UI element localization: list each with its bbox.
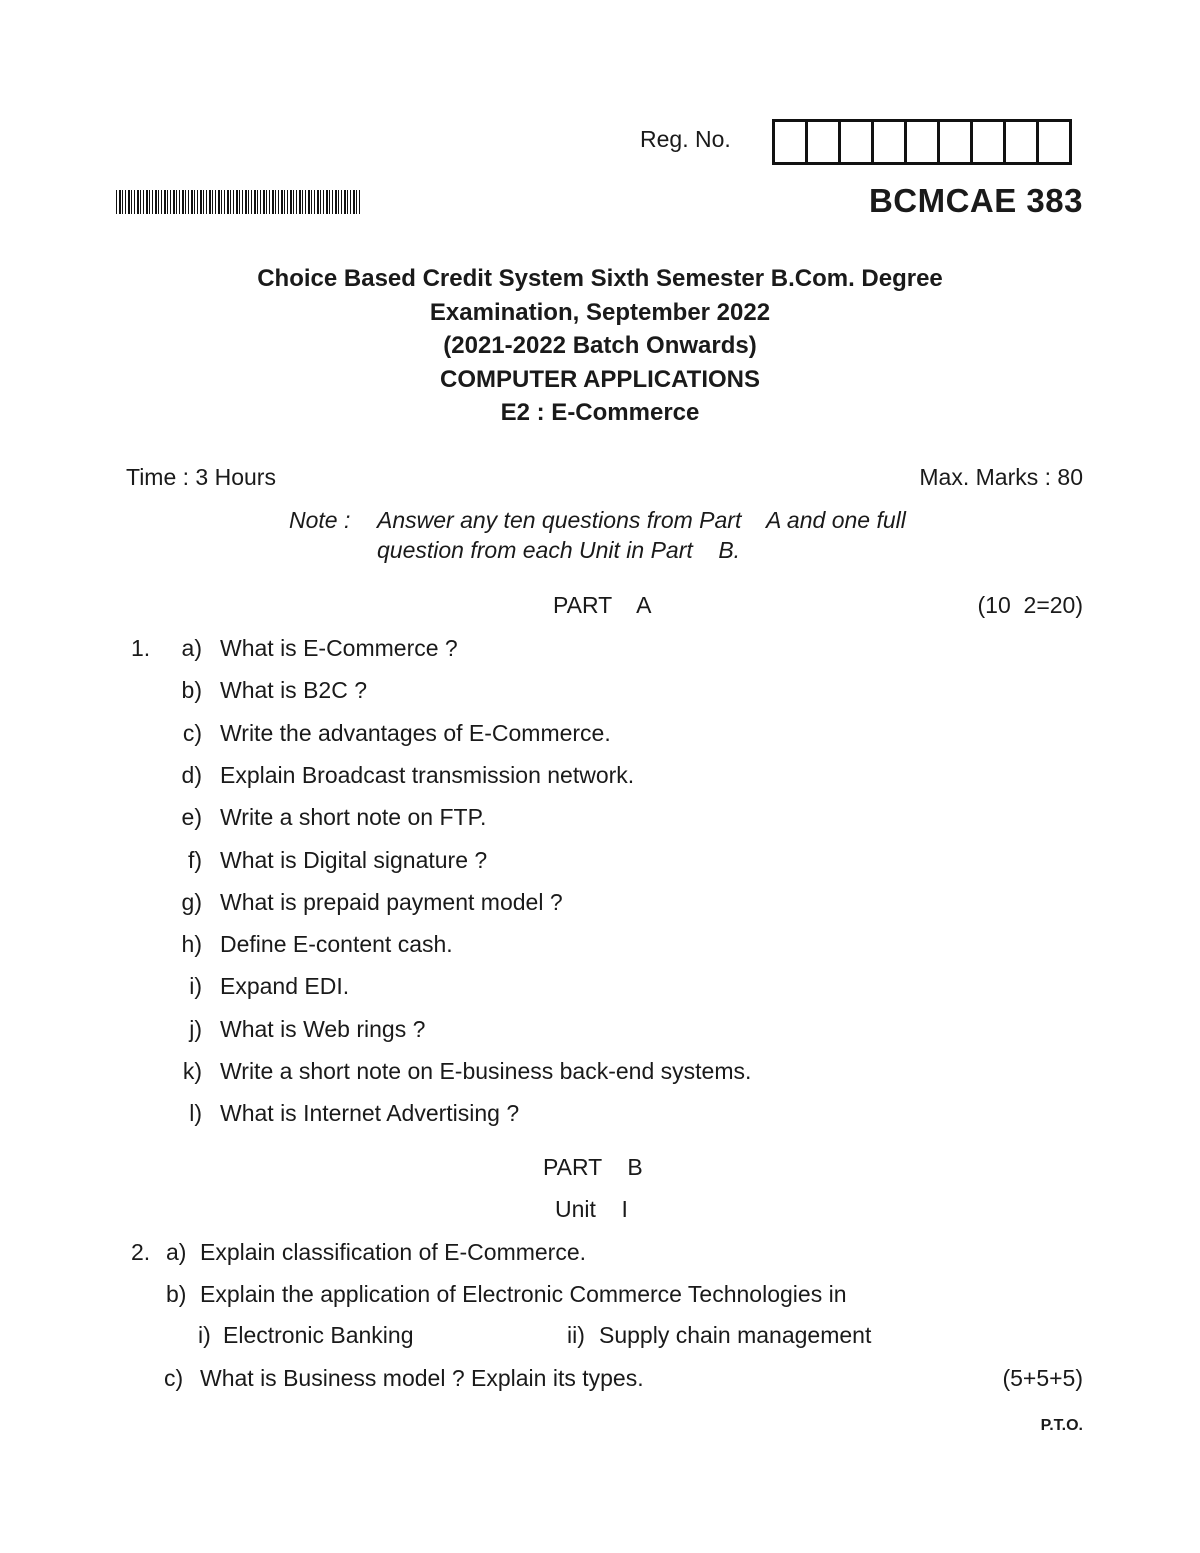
question-text: Write a short note on FTP. — [220, 804, 487, 831]
reg-no-box — [1003, 122, 1036, 162]
question-number-1: 1. — [131, 635, 151, 661]
reg-no-box — [970, 122, 1003, 162]
header-line: Choice Based Credit System Sixth Semester B.Com. Degree — [257, 265, 943, 292]
question-letter: e) — [181, 804, 202, 831]
question-number-2: 2. — [131, 1239, 151, 1265]
question-letter: c) — [164, 1365, 184, 1391]
part-a-marks: (10 2=20) — [977, 592, 1083, 618]
sub-option-text: Electronic Banking — [223, 1322, 414, 1348]
header-line: COMPUTER APPLICATIONS — [439, 365, 760, 393]
question-letter: f) — [187, 846, 202, 873]
question-text: What is Internet Advertising ? — [220, 1100, 520, 1127]
reg-no-box — [805, 122, 838, 162]
question-text: Explain classification of E-Commerce. — [200, 1239, 587, 1265]
reg-no-box — [904, 122, 937, 162]
question-letter: k) — [182, 1058, 202, 1084]
exam-time: Time : 3 Hours — [126, 464, 276, 490]
note-label: Note : — [289, 507, 351, 533]
question-text: What is Digital signature ? — [220, 846, 488, 873]
header-line: Examination, September 2022 — [429, 298, 771, 326]
question-text: What is prepaid payment model ? — [220, 888, 563, 915]
question-text: Define E-content cash. — [220, 931, 453, 958]
reg-no-boxes — [772, 119, 1072, 165]
question-letter: l) — [189, 1100, 202, 1127]
sub-option-number: ii) — [567, 1322, 585, 1348]
note-line-2: question from each Unit in Part B. — [377, 537, 741, 563]
question-text: What is E-Commerce ? — [220, 635, 458, 661]
question-text: Explain the application of Electronic Commerce Technologies in — [200, 1281, 847, 1307]
reg-no-box — [1036, 122, 1069, 162]
exam-note — [289, 505, 906, 565]
note-line-1: Answer any ten questions from Part A and one full — [377, 507, 906, 533]
max-marks: Max. Marks : 80 — [919, 464, 1083, 490]
paper-code: BCMCAE 383 — [868, 182, 1083, 219]
question-letter: a) — [166, 1239, 187, 1265]
question-letter: a) — [181, 635, 202, 661]
question-marks: (5+5+5) — [1002, 1365, 1083, 1391]
reg-no-box — [838, 122, 871, 162]
pto-label: P.T.O. — [1040, 1417, 1083, 1434]
question-letter: h) — [181, 931, 202, 958]
header-line: E2 : E-Commerce — [500, 399, 700, 426]
question-letter: j) — [189, 1015, 202, 1042]
question-text: What is B2C ? — [220, 677, 367, 704]
question-letter: d) — [181, 761, 202, 788]
sub-option-number: i) — [198, 1322, 211, 1348]
sub-option-text: Supply chain management — [599, 1322, 872, 1348]
question-letter: i) — [189, 973, 202, 1000]
reg-no-box — [871, 122, 904, 162]
barcode — [116, 190, 361, 214]
question-letter: g) — [181, 888, 202, 915]
reg-no-box — [775, 122, 805, 162]
reg-no-box — [937, 122, 970, 162]
question-text: Explain Broadcast transmission network. — [220, 761, 635, 788]
question-text: Write the advantages of E-Commerce. — [220, 719, 611, 746]
question-letter: b) — [166, 1281, 187, 1307]
reg-no-label: Reg. No. — [640, 126, 731, 152]
question-text: Expand EDI. — [220, 973, 350, 1000]
unit-title: Unit I — [555, 1196, 628, 1222]
question-letter: c) — [182, 719, 202, 746]
question-text: What is Business model ? Explain its types. — [200, 1365, 644, 1391]
question-letter: b) — [181, 677, 202, 704]
header-line: (2021-2022 Batch Onwards) — [443, 332, 757, 359]
part-a-title: PART A — [553, 592, 652, 618]
exam-header — [0, 262, 1200, 430]
question-text: What is Web rings ? — [220, 1015, 426, 1042]
part-b-title: PART B — [543, 1154, 643, 1180]
question-text: Write a short note on E-business back-end systems. — [220, 1058, 752, 1084]
